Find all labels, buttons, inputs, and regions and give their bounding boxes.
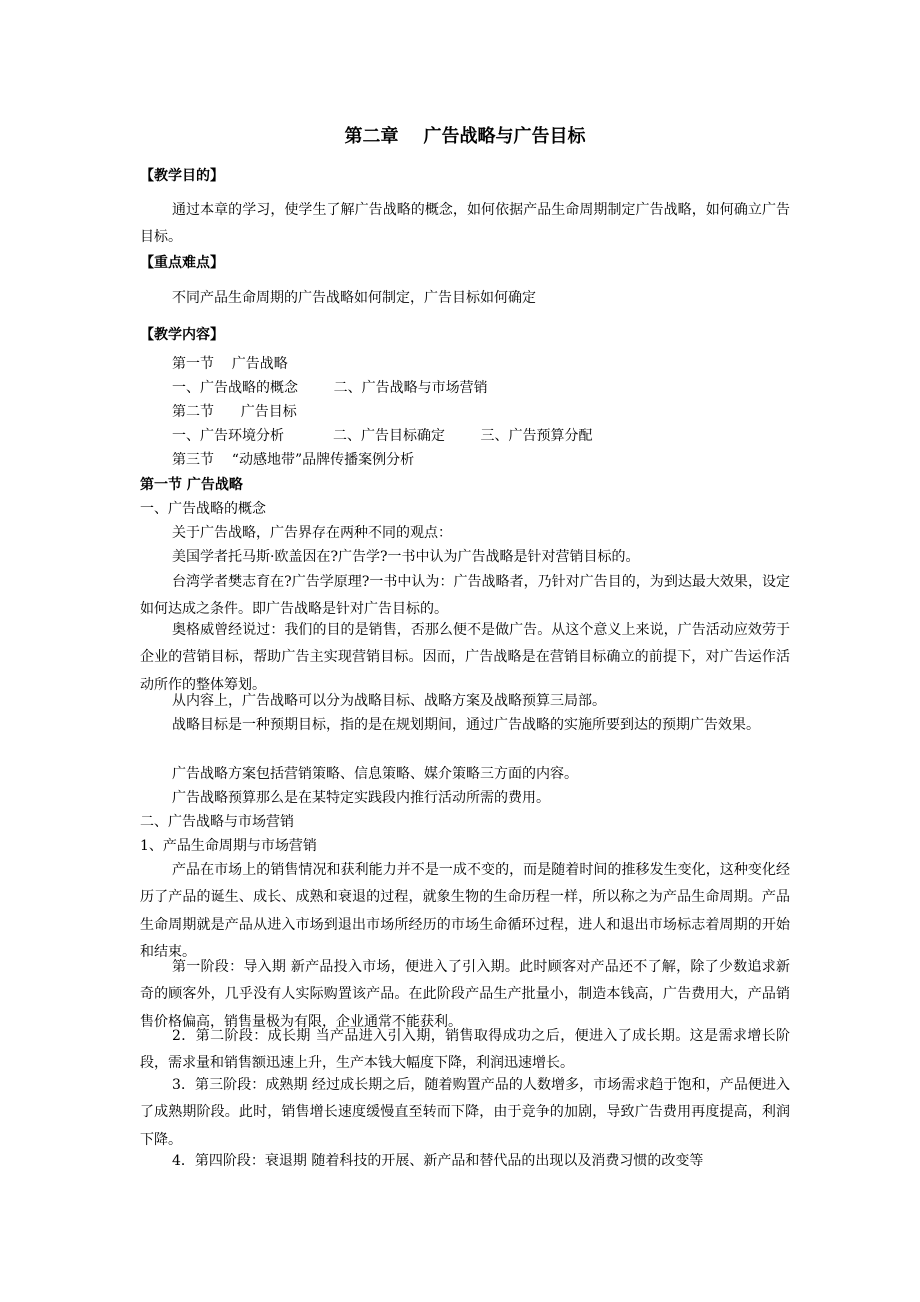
paragraph: 产品在市场上的销售情况和获利能力并不是一成不变的，而是随着时间的推移发生变化，这种变化经历了产品的诞生、成长、成熟和衰退的过程，就象生物的生命历程一样，所以称之为产品生命周期。产品生命周期就是产品从进入市场到退出市场所经历的市场生命循环过程，进人和退出市场标志着周期的开始和结束。 [140,862,790,961]
objective-text: 通过本章的学习，使学生了解广告战略的概念，如何依据产品生命周期制定广告战略，如何确立广告目标。 [140,202,790,246]
difficulty-text: 不同产品生命周期的广告战略如何制定，广告目标如何确定 [172,290,536,306]
outline-item: 一、广告环境分析 二、广告目标确定 三、广告预算分配 [172,428,593,444]
sub2-1-heading: 1、产品生命周期与市场营销 [140,838,317,854]
paragraph: 奥格威曾经说过：我们的目的是销售，否那么便不是做广告。从这个意义上来说，广告活动应效劳于企业的营销目标，帮助广告主实现营销目标。因而，广告战略是在营销目标确立的前提下，对广告运作活动所作的整体筹划。 [140,622,790,693]
objective-heading: 【教学目的】 [140,168,224,184]
paragraph: 广告战略方案包括营销策略、信息策略、媒介策略三方面的内容。 [172,766,578,782]
paragraph: 2．第二阶段：成长期 当产品进入引入期，销售取得成功之后，便进入了成长期。这是需求增长阶段，需求量和销售额迅速上升，生产本钱大幅度下降，利润迅速增长。 [140,1028,790,1072]
sub1-heading: 一、广告战略的概念 [140,501,266,517]
paragraph: 4．第四阶段：衰退期 随着科技的开展、新产品和替代品的出现以及消费习惯的改变等 [172,1153,704,1169]
paragraph: 3．第三阶段：成熟期 经过成长期之后，随着购置产品的人数增多，市场需求趋于饱和，产品便进入了成熟期阶段。此时，销售增长速度缓慢直至转而下降，由于竞争的加剧，导致广告费用再度提高，利润下降。 [140,1077,790,1148]
outline-item: 第三节 “动感地带”品牌传播案例分析 [172,452,415,468]
outline-item: 第一节 广告战略 [172,356,288,372]
paragraph: 美国学者托马斯·欧盖因在?广告学?一书中认为广告战略是针对营销目标的。 [172,549,640,565]
section1-heading: 第一节 广告战略 [140,477,243,493]
paragraph: 台湾学者樊志育在?广告学原理?一书中认为：广告战略者，乃针对广告目的，为到达最大效果，设定如何达成之条件。即广告战略是针对广告目标的。 [140,574,790,618]
content-heading: 【教学内容】 [140,327,224,343]
paragraph: 从内容上，广告战略可以分为战略目标、战略方案及战略预算三局部。 [172,693,606,709]
paragraph: 第一阶段：导入期 新产品投入市场，便进入了引入期。此时顾客对产品还不了解，除了少数追求新奇的顾客外，几乎没有人实际购置该产品。在此阶段产品生产批量小，制造本钱高，广告费用大，产品销售价格偏高，销售量极为有限，企业通常不能获利。 [140,959,790,1030]
outline-item: 第二节 广告目标 [172,404,297,420]
chapter-title: 第二章 广告战略与广告目标 [344,126,586,147]
sub2-heading: 二、广告战略与市场营销 [140,814,294,830]
paragraph: 战略目标是一种预期目标，指的是在规划期间，通过广告战略的实施所要到达的预期广告效果。 [172,717,760,733]
outline-item: 一、广告战略的概念 二、广告战略与市场营销 [172,380,488,396]
difficulty-heading: 【重点难点】 [140,255,224,271]
paragraph: 广告战略预算那么是在某特定实践段内推行活动所需的费用。 [172,790,550,806]
paragraph: 关于广告战略，广告界存在两种不同的观点： [172,525,452,541]
